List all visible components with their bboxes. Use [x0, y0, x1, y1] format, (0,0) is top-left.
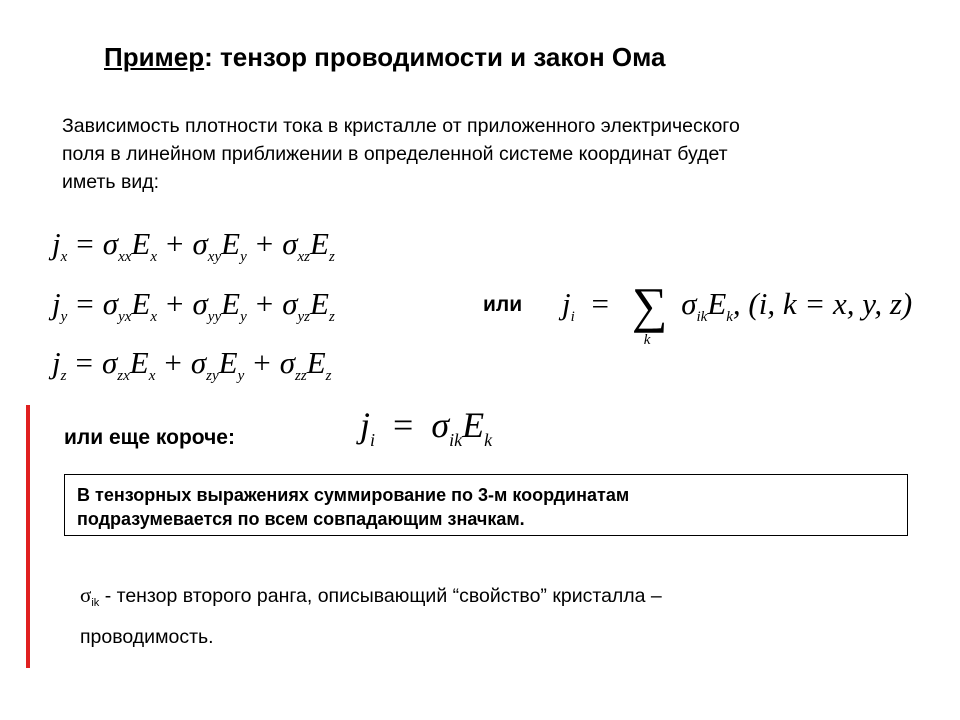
eq-lhs: j — [52, 345, 61, 380]
eq-equals: = — [76, 226, 94, 261]
intro-line: поля в линейном приближении в определенной системе координат будет — [62, 143, 728, 165]
eq-E: E — [218, 345, 238, 380]
sum-E-sub: k — [726, 309, 733, 325]
definition-line2: проводимость. — [80, 626, 214, 648]
eq-sigma-sub: xy — [207, 249, 222, 265]
eq-sigma: σ — [190, 345, 207, 380]
eq-E: E — [310, 286, 329, 321]
sum-lhs-sub: i — [570, 309, 575, 325]
accent-bar — [26, 405, 30, 668]
eq-sigma: σ — [279, 345, 296, 380]
eq-sigma-sub: xz — [297, 249, 311, 265]
eq-E: E — [131, 226, 151, 261]
eq-sigma: σ — [102, 226, 119, 261]
sum-E: E — [707, 286, 727, 321]
title-rest: : тензор проводимости и закон Ома — [204, 42, 666, 72]
eq-lhs-sub: x — [60, 249, 68, 265]
sum-equals: = — [591, 286, 610, 321]
note-line: В тензорных выражениях суммирование по 3-м координатам — [77, 485, 630, 505]
eq-E: E — [221, 286, 241, 321]
eq-E-sub: x — [150, 249, 158, 265]
sum-formula — [562, 276, 913, 348]
intro-line: Зависимость плотности тока в кристалле от приложенного электрического — [62, 115, 740, 137]
eq-equals: = — [76, 286, 94, 321]
eq-E: E — [306, 345, 326, 380]
eq-sigma: σ — [282, 286, 298, 321]
eq-sigma-sub: yx — [118, 309, 132, 325]
short-equals: = — [393, 405, 414, 445]
note-line: подразумевается по всем совпадающим значкам. — [77, 509, 525, 529]
eq-E-sub: y — [237, 368, 245, 384]
shorter-label: или еще короче: — [64, 426, 235, 449]
eq-plus: + — [166, 226, 184, 261]
sum-index: k — [643, 332, 651, 348]
slide-title — [104, 42, 665, 73]
eq-E-sub: z — [328, 249, 335, 265]
eq-E: E — [221, 226, 241, 261]
eq-plus: + — [253, 345, 271, 380]
eq-E: E — [310, 226, 329, 261]
eq-E-sub: x — [148, 368, 156, 384]
eq-lhs: j — [52, 226, 61, 261]
definition-symbol-sub: ik — [91, 597, 100, 609]
eq-sigma-sub: zz — [295, 368, 307, 384]
eq-E: E — [129, 345, 149, 380]
eq-lhs: j — [52, 286, 61, 321]
definition-line1: - тензор второго ранга, описывающий “свойство” кристалла – — [99, 585, 662, 607]
sum-lhs: j — [562, 286, 571, 321]
intro-paragraph — [62, 112, 922, 196]
eq-E-sub: z — [325, 368, 332, 384]
eq-plus: + — [255, 226, 274, 261]
eq-sigma: σ — [102, 286, 119, 321]
eq-E-sub: x — [150, 309, 158, 325]
short-lhs: j — [360, 405, 371, 445]
eq-lhs-sub: y — [60, 309, 68, 325]
definition-paragraph — [80, 578, 900, 654]
short-lhs-sub: i — [370, 430, 376, 450]
eq-equals: = — [75, 345, 93, 380]
note-box — [64, 474, 908, 536]
eq-E-sub: y — [240, 309, 247, 325]
eq-sigma-sub: yz — [297, 309, 311, 325]
title-prefix: Пример — [104, 42, 205, 72]
sum-sigma-sub: ik — [696, 309, 708, 325]
equation-row — [52, 286, 335, 325]
equation-row — [52, 226, 335, 265]
eq-sigma: σ — [192, 226, 208, 261]
eq-sigma: σ — [101, 345, 118, 380]
eq-sigma-sub: zy — [206, 368, 219, 384]
eq-sigma-sub: zx — [117, 368, 130, 384]
eq-sigma: σ — [282, 226, 298, 261]
eq-sigma: σ — [192, 286, 208, 321]
or-label: или — [483, 293, 523, 316]
short-E-sub: k — [484, 430, 493, 450]
eq-E: E — [131, 286, 151, 321]
definition-symbol: σ — [80, 583, 92, 607]
sum-range: , (i, k = x, y, z) — [732, 286, 913, 321]
equation-row — [52, 345, 332, 384]
eq-E-sub: z — [328, 309, 335, 325]
short-sigma-sub: ik — [449, 430, 463, 450]
eq-sigma-sub: yy — [207, 309, 222, 325]
eq-E-sub: y — [240, 249, 247, 265]
eq-lhs-sub: z — [60, 368, 67, 384]
short-formula — [360, 404, 493, 450]
sum-symbol: ∑ k — [631, 277, 668, 348]
eq-sigma-sub: xx — [118, 249, 132, 265]
eq-plus: + — [255, 286, 274, 321]
sum-sigma: σ — [681, 286, 697, 321]
intro-line: иметь вид: — [62, 171, 160, 193]
eq-plus: + — [166, 286, 184, 321]
short-E: E — [462, 405, 485, 445]
short-sigma: σ — [431, 405, 450, 445]
eq-plus: + — [164, 345, 182, 380]
